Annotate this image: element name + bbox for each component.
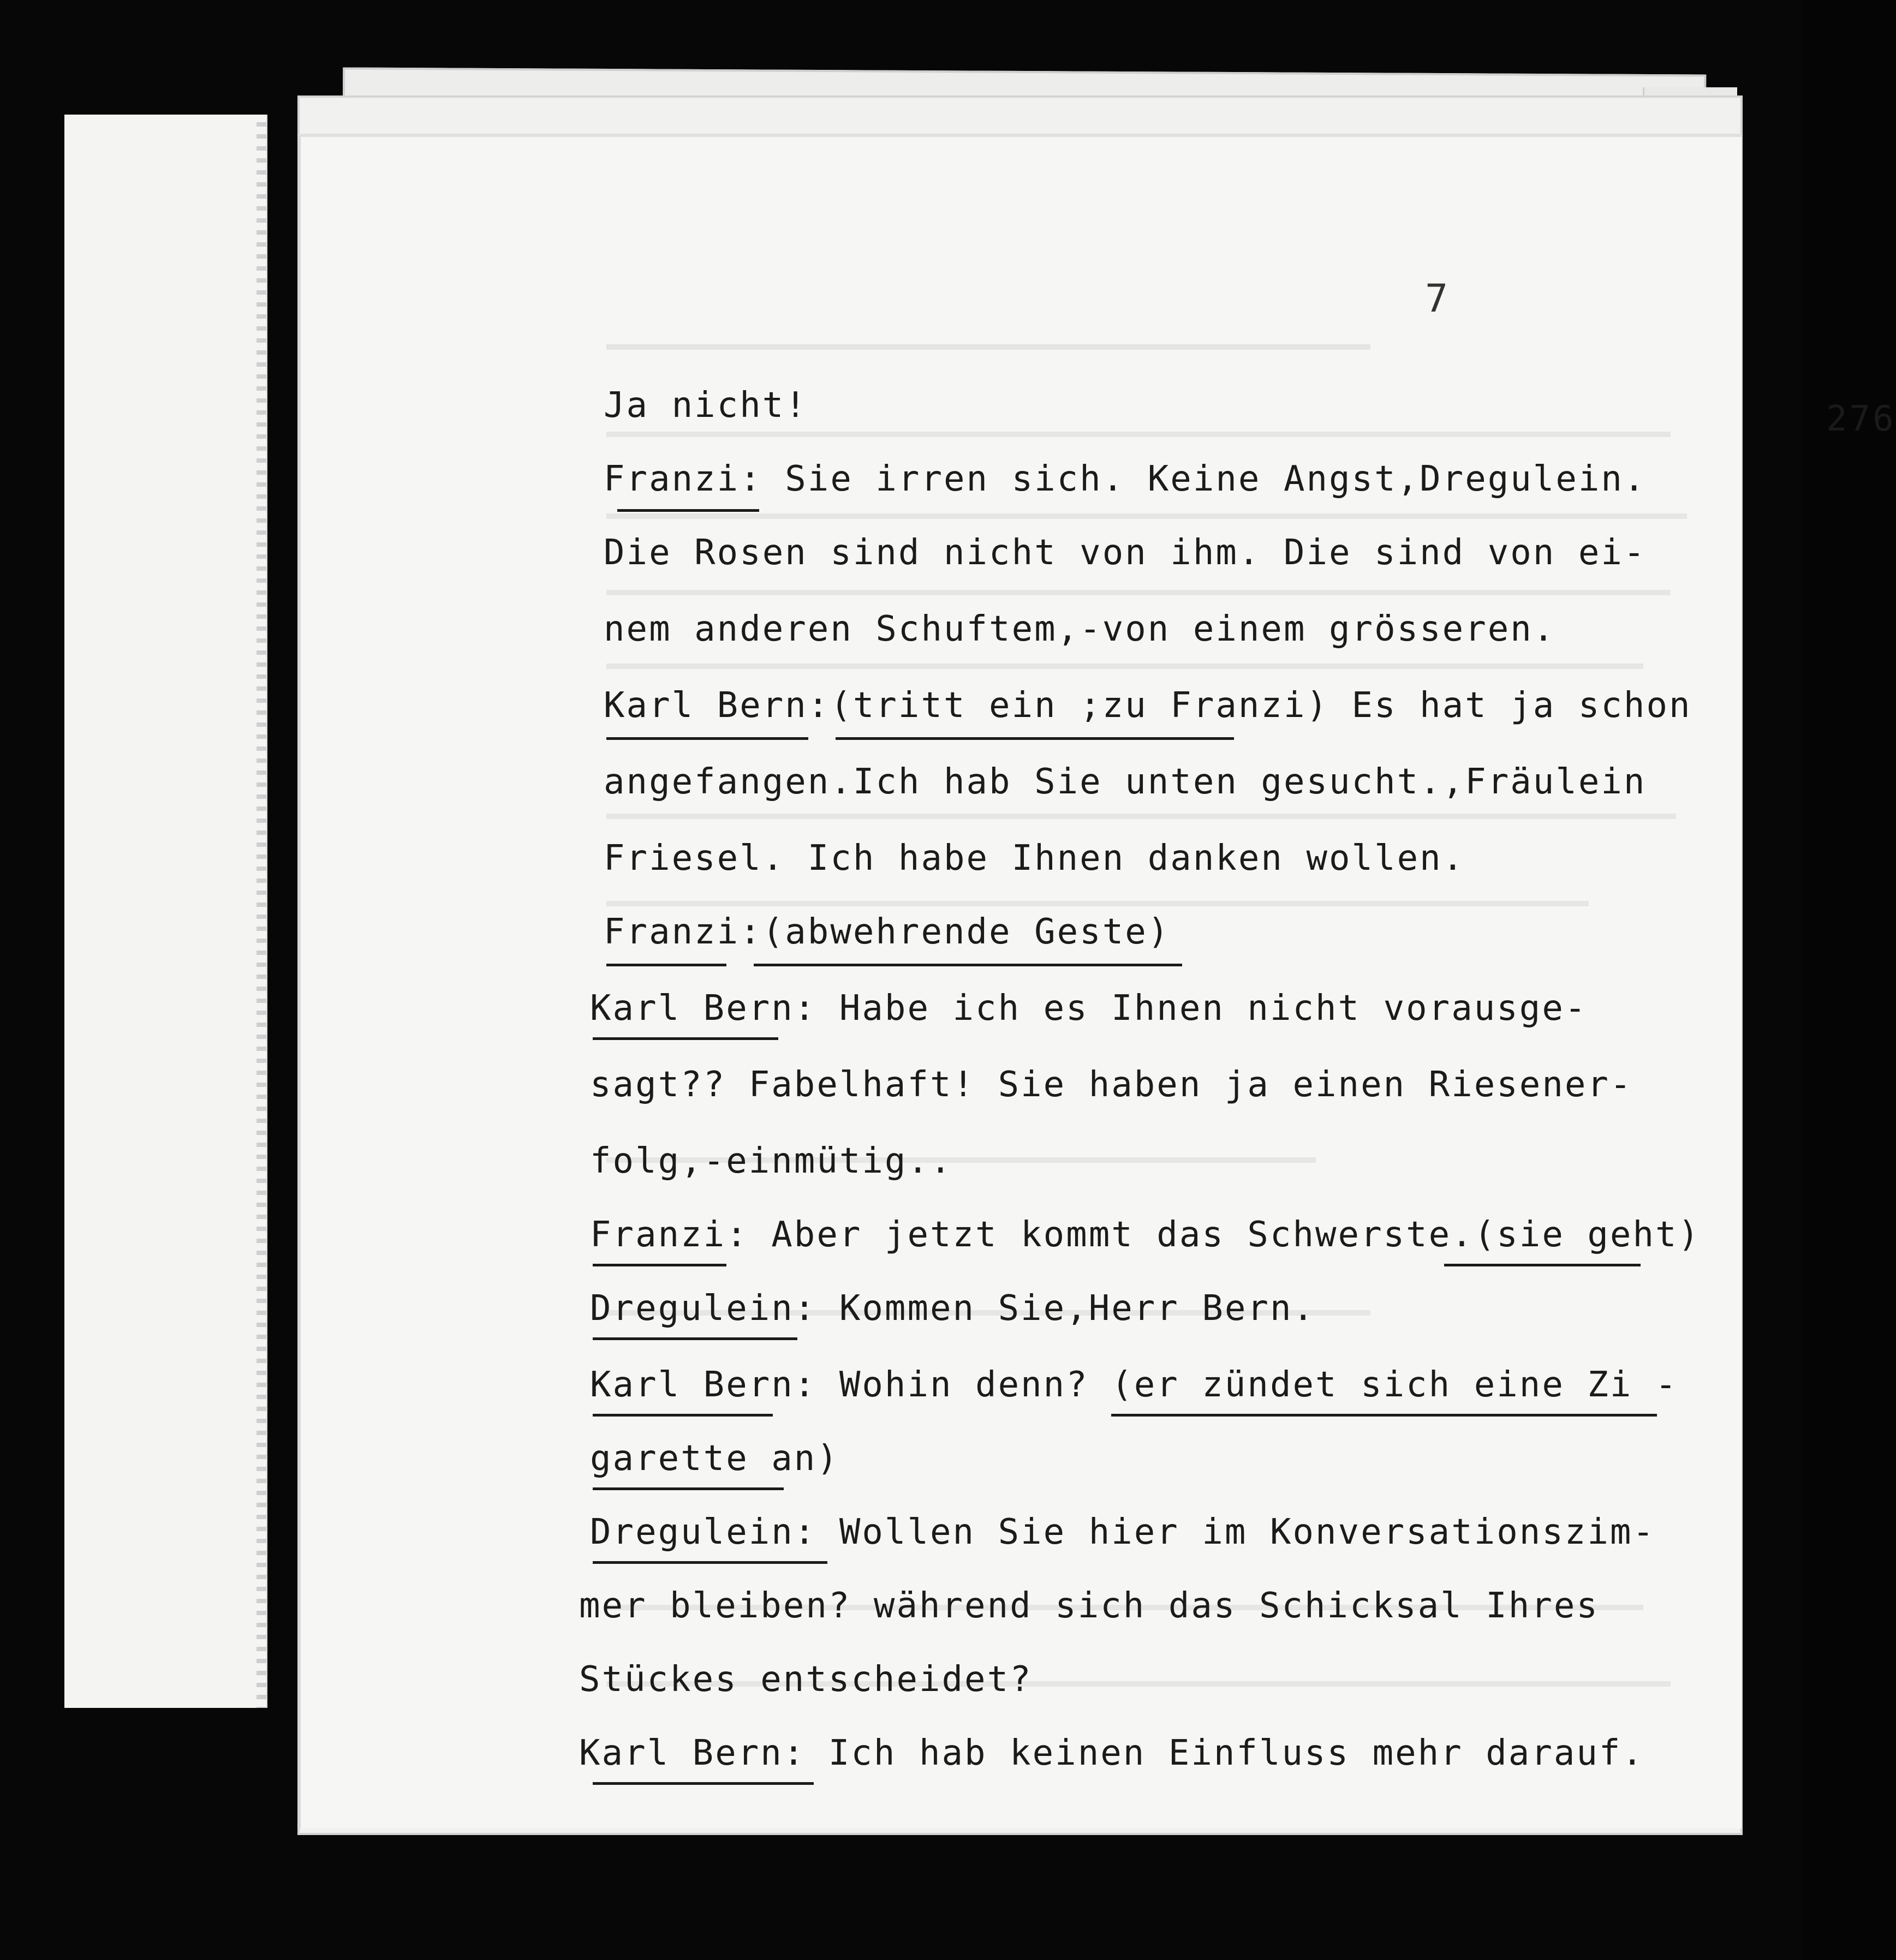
page-number: 276	[1826, 399, 1896, 439]
speaker-underline	[606, 737, 808, 740]
text-line: Franzi:(abwehrende Geste)	[604, 912, 1171, 952]
text-line: Dregulein: Kommen Sie,Herr Bern.	[590, 1288, 1315, 1329]
text-line: Franzi: Sie irren sich. Keine Angst,Dregulein.	[604, 459, 1647, 499]
speaker-underline	[593, 1264, 726, 1266]
text-line: Stückes entscheidet?	[579, 1659, 1033, 1700]
text-line: mer bleiben? während sich das Schicksal Ihres	[579, 1586, 1599, 1626]
text-line: Dregulein: Wollen Sie hier im Konversationszim-	[590, 1512, 1655, 1552]
text-line: Friesel. Ich habe Ihnen danken wollen.	[604, 838, 1465, 879]
text-line: Karl Bern: Wohin denn? (er zündet sich eine Zi -	[590, 1365, 1678, 1405]
text-line: folg,-einmütig..	[590, 1141, 953, 1181]
speaker-underline	[593, 1337, 797, 1340]
text-line: Franzi: Aber jetzt kommt das Schwerste.(sie geht)	[590, 1215, 1701, 1255]
text-line: Die Rosen sind nicht von ihm. Die sind von ei-	[604, 533, 1647, 573]
stage-direction-underline	[754, 964, 1182, 966]
text-line: Karl Bern: Habe ich es Ihnen nicht vorausge-	[590, 988, 1588, 1029]
speaker-underline	[593, 1782, 814, 1785]
stage-direction-underline	[1111, 1414, 1657, 1417]
speaker-underline	[606, 964, 726, 966]
pencil-mark: 7	[1425, 276, 1448, 321]
text-line: Ja nicht!	[604, 385, 808, 426]
speaker-underline	[617, 509, 759, 512]
speaker-underline	[593, 1561, 827, 1564]
left-paper-strip-edge	[257, 115, 266, 1708]
stage-direction-underline	[593, 1487, 784, 1490]
text-line: sagt?? Fabelhaft! Sie haben ja einen Riesener-	[590, 1065, 1633, 1105]
text-line: Karl Bern: Ich hab keinen Einfluss mehr darauf.	[579, 1733, 1644, 1773]
speaker-underline	[593, 1037, 778, 1040]
speaker-underline	[593, 1414, 773, 1417]
typescript-page	[297, 134, 1896, 1828]
text-line: nem anderen Schuftem,-von einem grösseren.	[604, 609, 1556, 649]
text-line: Karl Bern:(tritt ein ;zu Franzi) Es hat ja schon	[604, 685, 1692, 726]
stage-direction-underline	[836, 737, 1234, 740]
stage-direction-underline	[1444, 1264, 1641, 1266]
text-line: garette an)	[590, 1438, 839, 1479]
left-paper-strip	[64, 115, 267, 1708]
text-line: angefangen.Ich hab Sie unten gesucht.,Fräulein	[604, 762, 1647, 802]
